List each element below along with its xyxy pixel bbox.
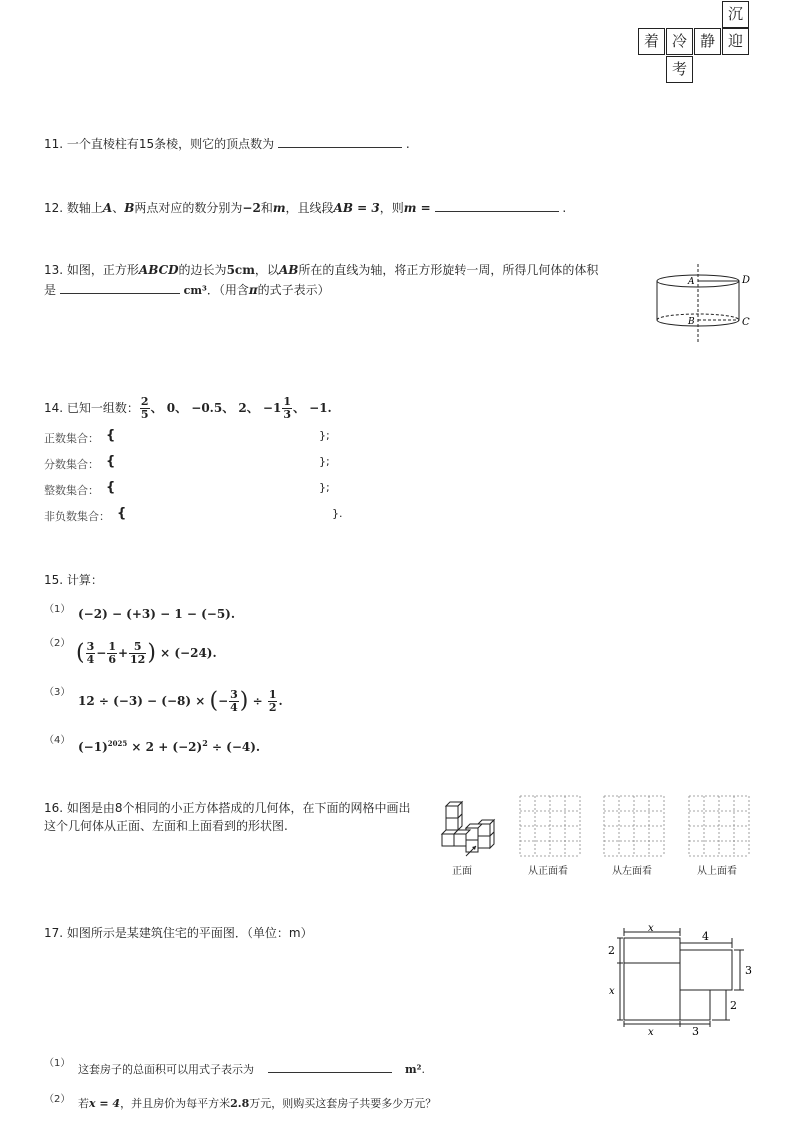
q15-expression-2: [76, 636, 217, 671]
exponent: 2025: [107, 739, 128, 748]
exponent: 2: [202, 738, 208, 748]
grid-label-top: 从上面看: [697, 866, 737, 877]
q13-text: 所在的直线为轴，将正方形旋转一周，所得几何体的体积: [298, 263, 599, 277]
grid-area: [515, 794, 755, 860]
q13-unit: cm³: [183, 284, 207, 297]
numerator: 1: [108, 640, 116, 653]
q13-pi: π: [248, 283, 258, 297]
denominator: 4: [86, 653, 95, 666]
room-right-lower: [680, 990, 710, 1020]
set-label-positive: 正数集合：: [44, 432, 99, 445]
set-open-positive: {: [106, 428, 116, 443]
q15-sub-3-number: （3）: [44, 687, 71, 698]
set-open-fraction: {: [106, 454, 116, 469]
set-close-fraction: };: [319, 455, 330, 468]
q14-list: 、 0、 −0.5、 2、 −1: [150, 401, 282, 415]
slogan-char-2: 着: [638, 28, 665, 55]
label-bottom-x: x: [648, 1027, 654, 1038]
numerator: 1: [268, 688, 277, 701]
q14-fraction-2: [282, 396, 292, 421]
numerator: 3: [86, 640, 95, 653]
end: .: [278, 694, 283, 708]
set-open-nonnegative: {: [117, 506, 127, 521]
left-paren: (: [209, 688, 219, 714]
q13-length: 5cm: [226, 263, 255, 277]
numerator: 1: [283, 395, 291, 408]
slogan-char-6: 考: [666, 56, 693, 83]
numerator: 5: [129, 641, 146, 654]
label-right-2: 2: [730, 999, 737, 1012]
room-left: [624, 938, 680, 1020]
q12-m: m: [272, 201, 286, 215]
slogan-char-4: 静: [694, 28, 721, 55]
text: ，并且房价为每平方米: [120, 1097, 231, 1110]
grid-label-left: 从左面看: [612, 866, 652, 877]
minus: −: [96, 646, 107, 660]
drawing-grid-3[interactable]: [689, 796, 749, 856]
frac-3-4: [86, 641, 96, 666]
q17-sub-2: [78, 1096, 436, 1112]
q14-tail: 、 −1.: [292, 401, 332, 415]
q14-prefix: 14. 已知一组数：: [44, 401, 139, 415]
question-11: [44, 135, 410, 152]
denominator: 12: [130, 653, 146, 666]
q12-text: 和: [260, 201, 273, 215]
frac-1-2: [268, 689, 278, 714]
tail: × (−24).: [160, 646, 217, 660]
text: 若: [78, 1097, 89, 1110]
q15-expression-1: (−2) − (+3) − 1 − (−5).: [78, 607, 236, 621]
cube-figure: [436, 798, 500, 862]
divide: ÷: [252, 694, 263, 708]
question-16-line1: 16. 如图是由8个相同的小正方体搭成的几何体，在下面的网格中画出: [44, 801, 411, 815]
question-16-line2: 这个几何体从正面、左面和上面看到的形状图.: [44, 819, 288, 833]
question-12: [44, 199, 566, 216]
set-close-positive: };: [319, 429, 330, 442]
set-label-fraction: 分数集合：: [44, 458, 99, 471]
label-a: A: [688, 277, 695, 287]
right-paren: ): [239, 688, 249, 714]
q13-answer-blank[interactable]: [60, 281, 180, 294]
slogan-char-1: 沉: [722, 1, 749, 28]
q13-text: 是: [44, 283, 57, 297]
frac-1-6: [107, 641, 117, 666]
denominator: 6: [108, 653, 116, 666]
q12-text: ，且线段: [285, 201, 334, 215]
x-value: x = 4: [89, 1097, 121, 1110]
plus: +: [117, 646, 129, 660]
drawing-grid-2[interactable]: [604, 796, 664, 856]
room-right-upper: [680, 950, 732, 990]
q12-text: 两点对应的数分别为: [134, 201, 243, 215]
question-14: [44, 393, 332, 423]
set-close-nonnegative: }.: [332, 507, 343, 520]
price: 2.8: [230, 1097, 250, 1110]
q12-text: 12. 数轴上: [44, 201, 103, 215]
q13-square: ABCD: [138, 263, 179, 277]
q12-sep: 、: [112, 201, 125, 215]
floor-plan-figure: [606, 924, 756, 1038]
drawing-grid-1[interactable]: [520, 796, 580, 856]
q15-sub-1-number: （1）: [44, 604, 71, 615]
front-label: 正面: [452, 866, 472, 877]
middle: × 2 + (−2): [127, 740, 203, 754]
numerator: 3: [230, 688, 238, 701]
set-label-integer: 整数集合：: [44, 484, 99, 497]
q11-end: .: [405, 137, 410, 151]
grid-label-front: 从正面看: [528, 866, 568, 877]
frac-3-4: [229, 689, 239, 714]
question-17-title: 17. 如图所示是某建筑住宅的平面图．（单位：m）: [44, 926, 313, 940]
slogan-char-3: 冷: [666, 28, 693, 55]
label-top-4: 4: [702, 930, 709, 943]
q17-sub1-text: 这套房子的总面积可以用式子表示为: [78, 1063, 254, 1076]
q15-sub-4-number: （4）: [44, 735, 71, 746]
q11-answer-blank[interactable]: [278, 135, 402, 148]
label-b: B: [688, 317, 695, 327]
set-label-nonnegative: 非负数集合：: [44, 510, 110, 523]
label-c: C: [742, 317, 750, 328]
set-open-integer: {: [106, 480, 116, 495]
label-d: D: [742, 275, 751, 286]
q15-expression-3: [78, 684, 283, 719]
q17-sub-2-number: （2）: [44, 1094, 71, 1105]
slogan-char-5: 迎: [722, 28, 749, 55]
q12-eq: AB = 3: [333, 201, 380, 215]
q15-expression-4: [78, 735, 260, 755]
q17-unit: m²: [405, 1063, 422, 1076]
q13-text: 13. 如图，正方形: [44, 263, 139, 277]
denominator: 4: [230, 701, 238, 714]
label-top-x: x: [648, 924, 654, 934]
q17-sub-1-number: （1）: [44, 1058, 71, 1069]
q12-end: .: [562, 201, 567, 215]
q12-answer-blank[interactable]: [435, 199, 559, 212]
denominator: 2: [268, 701, 277, 714]
question-13-line2: [44, 281, 330, 299]
q12-meq: m =: [403, 201, 431, 215]
q17-answer-blank[interactable]: [268, 1060, 392, 1073]
numerator: 2: [140, 395, 149, 408]
head: 12 ÷ (−3) − (−8) ×: [78, 694, 206, 708]
question-15-title: 15. 计算：: [44, 573, 103, 587]
q13-text: 的边长为: [178, 263, 227, 277]
base: (−1): [78, 740, 108, 754]
q13-text: ．（用含: [206, 283, 249, 297]
tail: ÷ (−4).: [207, 740, 261, 754]
cylinder-figure: [648, 262, 758, 346]
q13-text: 的式子表示）: [257, 283, 330, 297]
q14-fraction-1: [140, 396, 150, 421]
left-paren: (: [76, 640, 85, 666]
q12-value: −2: [242, 201, 261, 215]
q17-sub-1: 这套房子的总面积可以用式子表示为 m².: [78, 1060, 425, 1078]
neg: −: [218, 694, 229, 708]
label-right-3: 3: [745, 964, 752, 977]
frac-5-12: [129, 641, 146, 666]
label-bottom-3: 3: [692, 1025, 699, 1038]
right-paren: ): [147, 640, 156, 666]
denominator: 5: [140, 408, 149, 421]
q15-sub-2-number: （2）: [44, 638, 71, 649]
label-left-2: 2: [608, 944, 615, 957]
q11-text: 11. 一个直棱柱有15条棱，则它的顶点数为: [44, 137, 275, 151]
set-close-integer: };: [319, 481, 330, 494]
q12-point-a: A: [102, 201, 113, 215]
question-13-line1: [44, 262, 598, 278]
label-left-x: x: [609, 986, 615, 997]
q13-ab: AB: [278, 263, 299, 277]
q12-text: ，则: [379, 201, 404, 215]
text: 万元，则购买这套房子共要多少万元？: [249, 1097, 437, 1110]
q12-point-b: B: [124, 201, 135, 215]
q13-text: ，以: [254, 263, 279, 277]
denominator: 3: [283, 408, 291, 421]
